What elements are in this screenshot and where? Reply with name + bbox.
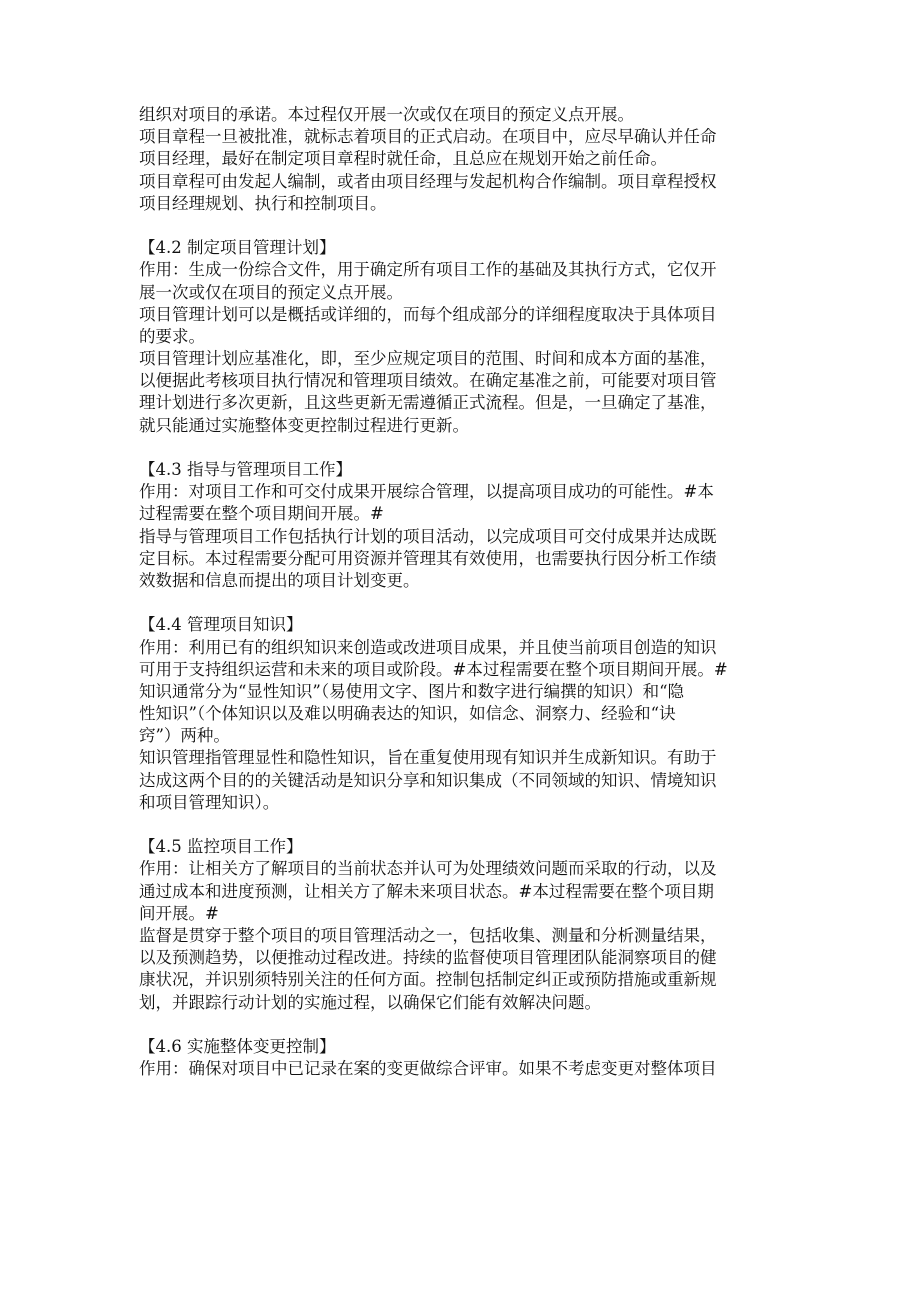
section-4-5 — [139, 836, 789, 1014]
section-4-6 — [139, 1036, 789, 1080]
text-line: 以便据此考核项目执行情况和管理项目绩效。在确定基准之前，可能要对项目管 — [139, 371, 717, 391]
text-line: 知识管理指管理显性和隐性知识，旨在重复使用现有知识并生成新知识。有助于 — [139, 748, 717, 768]
text-line: 项目经理，最好在制定项目章程时就任命，且总应在规划开始之前任命。 — [139, 149, 667, 169]
section-heading: 【4.5 监控项目工作】 — [139, 837, 303, 857]
section-4-4 — [139, 614, 789, 814]
intro-block — [139, 104, 789, 215]
text-line: 指导与管理项目工作包括执行计划的项目活动，以完成项目可交付成果并达成既 — [139, 526, 717, 546]
text-line: 展一次或仅在项目的预定义点开展。 — [139, 282, 403, 302]
text-line: 的要求。 — [139, 326, 205, 346]
text-line: 项目章程一旦被批准，就标志着项目的正式启动。在项目中，应尽早确认并任命 — [139, 127, 717, 147]
paragraph-gap — [139, 437, 789, 459]
text-line: 项目章程可由发起人编制，或者由项目经理与发起机构合作编制。项目章程授权 — [139, 171, 717, 191]
text-line: 项目管理计划应基准化，即，至少应规定项目的范围、时间和成本方面的基准， — [139, 349, 717, 369]
text-line: 作用：让相关方了解项目的当前状态并认可为处理绩效问题而采取的行动，以及 — [139, 859, 717, 879]
paragraph-gap — [139, 215, 789, 237]
paragraph-gap — [139, 814, 789, 836]
text-line: 和项目管理知识）。 — [139, 792, 280, 812]
text-line: 作用：利用已有的组织知识来创造或改进项目成果，并且使当前项目创造的知识 — [139, 637, 717, 657]
text-line: 就只能通过实施整体变更控制过程进行更新。 — [139, 415, 469, 435]
text-line: 效数据和信息而提出的项目计划变更。 — [139, 570, 420, 590]
text-line: 项目经理规划、执行和控制项目。 — [139, 193, 387, 213]
section-heading: 【4.4 管理项目知识】 — [139, 615, 303, 635]
text-line: 性知识”（个体知识以及难以明确表达的知识，如信念、洞察力、经验和“诀 — [139, 704, 676, 724]
paragraph-gap — [139, 1014, 789, 1036]
section-4-2 — [139, 237, 789, 437]
section-4-3 — [139, 459, 789, 592]
text-line: 监督是贯穿于整个项目的项目管理活动之一，包括收集、测量和分析测量结果， — [139, 925, 717, 945]
text-line: 作用：确保对项目中已记录在案的变更做综合评审。如果不考虑变更对整体项目 — [139, 1059, 717, 1079]
section-heading: 【4.6 实施整体变更控制】 — [139, 1036, 336, 1056]
text-line: 间开展。# — [139, 903, 219, 923]
text-line: 可用于支持组织运营和未来的项目或阶段。#本过程需要在整个项目期间开展。# — [139, 659, 728, 679]
text-line: 理计划进行多次更新，且这些更新无需遵循正式流程。但是，一旦确定了基准， — [139, 393, 717, 413]
text-line: 作用：生成一份综合文件，用于确定所有项目工作的基础及其执行方式，它仅开 — [139, 260, 717, 280]
document-page — [139, 104, 789, 1080]
text-line: 以及预测趋势，以便推动过程改进。持续的监督使项目管理团队能洞察项目的健 — [139, 948, 717, 968]
text-line: 定目标。本过程需要分配可用资源并管理其有效使用，也需要执行因分析工作绩 — [139, 548, 717, 568]
text-line: 过程需要在整个项目期间开展。# — [139, 504, 384, 524]
section-heading: 【4.3 指导与管理项目工作】 — [139, 460, 352, 479]
text-line: 划，并跟踪行动计划的实施过程，以确保它们能有效解决问题。 — [139, 992, 601, 1012]
text-line: 作用：对项目工作和可交付成果开展综合管理，以提高项目成功的可能性。#本 — [139, 482, 714, 502]
paragraph-gap — [139, 592, 789, 614]
text-line: 项目管理计划可以是概括或详细的，而每个组成部分的详细程度取决于具体项目 — [139, 304, 717, 324]
text-line: 知识通常分为“显性知识”（易使用文字、图片和数字进行编撰的知识）和“隐 — [139, 681, 685, 701]
text-line: 达成这两个目的的关键活动是知识分享和知识集成（不同领域的知识、情境知识 — [139, 770, 717, 790]
text-line: 窍”）两种。 — [139, 726, 230, 746]
text-line: 组织对项目的承诺。本过程仅开展一次或仅在项目的预定义点开展。 — [139, 105, 634, 124]
text-line: 康状况，并识别须特别关注的任何方面。控制包括制定纠正或预防措施或重新规 — [139, 970, 717, 990]
text-line: 通过成本和进度预测，让相关方了解未来项目状态。#本过程需要在整个项目期 — [139, 881, 714, 901]
section-heading: 【4.2 制定项目管理计划】 — [139, 238, 336, 258]
